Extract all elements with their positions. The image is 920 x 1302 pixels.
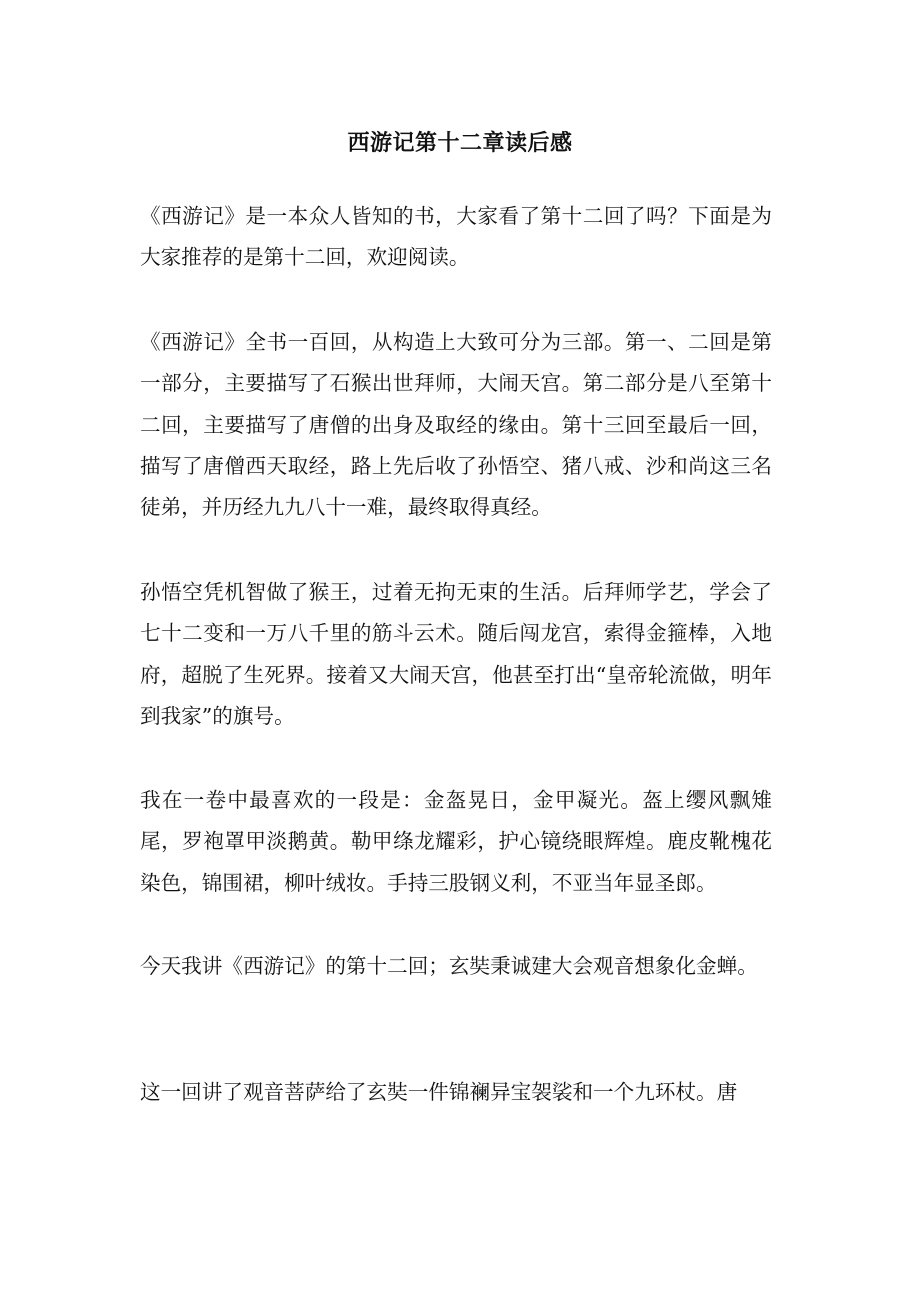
paragraph-favorite-passage: 我在一卷中最喜欢的一段是：金盔晃日，金甲凝光。盔上缨风飘雉尾，罗袍罩甲淡鹅黄。勒甲绦龙耀彩，护心镜绕眼辉煌。鹿皮靴槐花染色，锦围裙，柳叶绒妆。手持三股钢义利，不亚当年显圣郎。	[140, 788, 772, 895]
paragraph-guanyin: 这一回讲了观音菩萨给了玄奘一件锦襕异宝袈裟和一个九环杖。唐	[140, 1080, 738, 1104]
paragraph-chapter-twelve: 今天我讲《西游记》的第十二回；玄奘秉诚建大会观音想象化金蝉。	[140, 954, 758, 978]
document-title: 西游记第十二章读后感	[347, 129, 573, 156]
paragraph-sun-wukong: 孙悟空凭机智做了猴王，过着无拘无束的生活。后拜师学艺，学会了七十二变和一万八千里的筋斗云术。随后闯龙宫，索得金箍棒，入地府，超脱了生死界。接着又大闹天宫，他甚至打出“皇帝轮流做，明年到我家”的旗号。	[140, 580, 772, 728]
paragraph-intro: 《西游记》是一本众人皆知的书，大家看了第十二回了吗？下面是为大家推荐的是第十二回，欢迎阅读。	[140, 204, 772, 270]
paragraph-structure: 《西游记》全书一百回，从构造上大致可分为三部。第一、二回是第一部分，主要描写了石猴出世拜师，大闹天宫。第二部分是八至第十二回，主要描写了唐僧的出身及取经的缘由。第十三回至最后一回，描写了唐僧西天取经，路上先后收了孙悟空、猪八戒、沙和尚这三名徒弟，并历经九九八十一难，最终取得真经。	[140, 330, 772, 520]
